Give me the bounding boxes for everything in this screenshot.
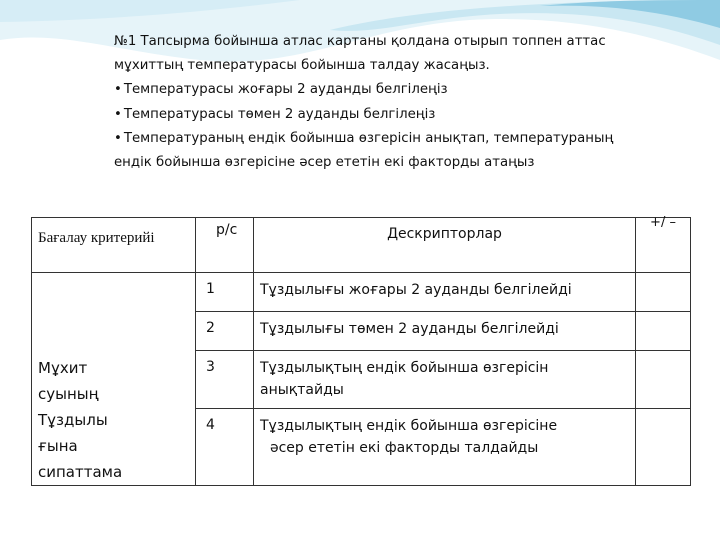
task-instructions xyxy=(114,30,704,175)
criterion-cell xyxy=(32,273,196,486)
header-mark: +/ – xyxy=(636,218,691,273)
row-number: 4 xyxy=(196,409,254,486)
row-descriptor xyxy=(254,312,636,350)
task-title-cont: мұхиттың температурасы бойынша талдау жасаңыз. xyxy=(114,58,490,74)
task-bullet-cont: ендік бойынша өзгерісіне әсер ететін екі факторды атаңыз xyxy=(114,155,535,171)
task-title: №1 Тапсырма бойынша атлас картаны қолдана отырып топпен аттас xyxy=(114,34,606,49)
descriptor-text-cont: анықтайды xyxy=(260,381,344,398)
descriptor-text: Тұздылығы төмен 2 ауданды белгілейді xyxy=(260,321,559,338)
descriptor-text: Тұздылықтың ендік бойынша өзгерісіне xyxy=(260,418,558,435)
header-number: р/с xyxy=(196,218,254,273)
task-bullet: • Температураның ендік бойынша өзгерісін анықтап, температураның xyxy=(114,127,704,151)
header-criterion: Бағалау критерийі xyxy=(32,218,196,273)
criterion-line: суының xyxy=(38,385,99,403)
descriptor-text-cont: әсер ететін екі факторды талдайды xyxy=(270,440,539,457)
row-number: 2 xyxy=(196,312,254,350)
criterion-line: сипаттама xyxy=(38,463,123,481)
descriptor-text: Тұздылығы жоғары 2 ауданды белгілейді xyxy=(260,282,572,298)
row-descriptor xyxy=(254,350,636,408)
mark-cell[interactable] xyxy=(636,312,691,350)
mark-cell[interactable] xyxy=(636,350,691,408)
row-descriptor xyxy=(254,273,636,312)
table-row xyxy=(32,273,691,312)
header-descriptors: Дескрипторлар xyxy=(254,218,636,273)
row-descriptor xyxy=(254,409,636,486)
row-number: 3 xyxy=(196,350,254,408)
criterion-line: Тұздылы xyxy=(38,411,108,429)
mark-cell[interactable] xyxy=(636,273,691,312)
criterion-line: Мұхит xyxy=(38,359,88,377)
task-bullet: • Температурасы жоғары 2 ауданды белгілеңіз xyxy=(114,78,704,102)
task-bullet: • Температурасы төмен 2 ауданды белгілеңіз xyxy=(114,103,704,127)
criterion-line: ғына xyxy=(38,437,78,455)
assessment-table xyxy=(31,217,691,486)
mark-cell[interactable] xyxy=(636,409,691,486)
descriptor-text: Тұздылықтың ендік бойынша өзгерісін xyxy=(260,359,549,376)
row-number: 1 xyxy=(196,273,254,312)
table-header-row xyxy=(32,218,691,273)
